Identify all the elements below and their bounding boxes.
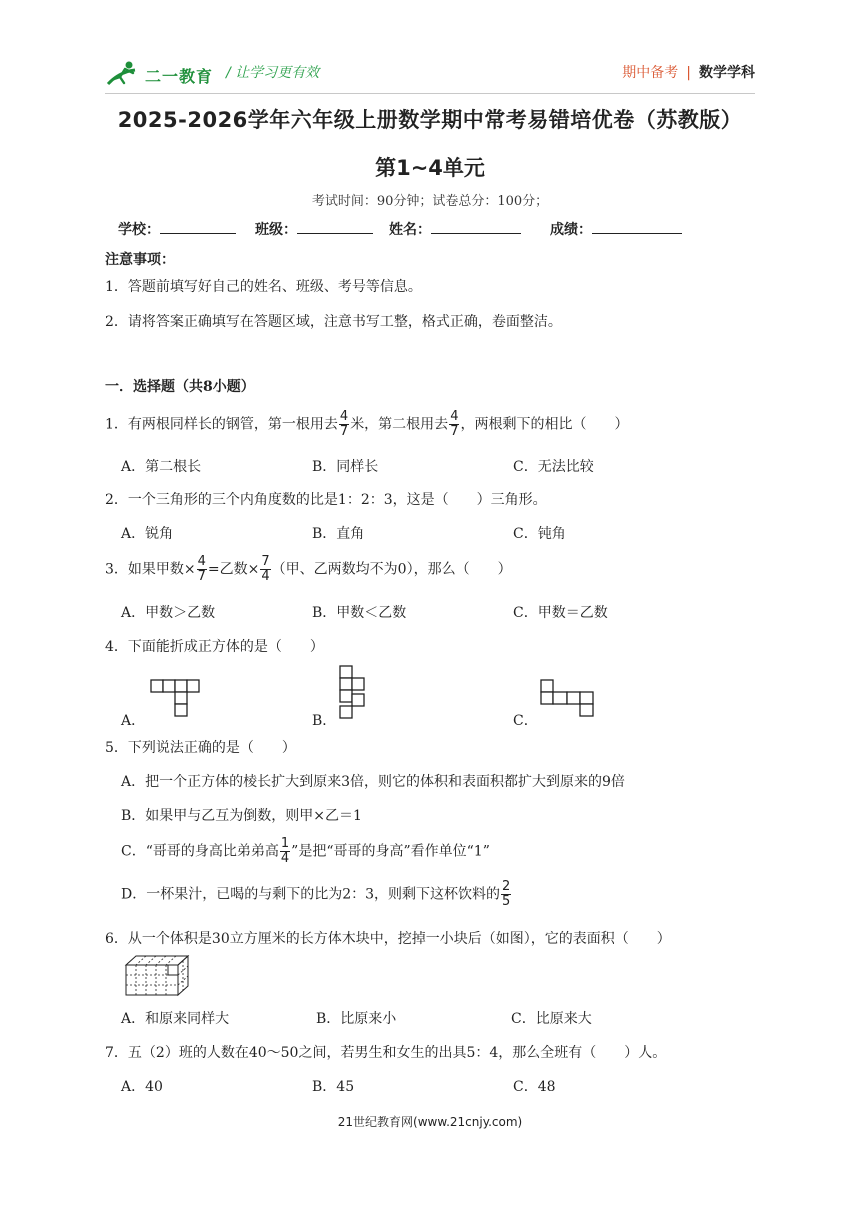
q5-option-c[interactable] <box>121 837 490 866</box>
fraction <box>501 880 511 909</box>
school-blank[interactable] <box>160 219 236 234</box>
numerator: 4 <box>339 409 349 424</box>
q2-option-b[interactable]: B．直角 <box>312 526 365 542</box>
q5-c-text-1: C．“哥哥的身高比弟弟高 <box>121 843 279 860</box>
cuboid-figure <box>124 953 192 997</box>
numerator: 4 <box>197 554 206 569</box>
exam-tag: 期中备考 <box>622 65 679 81</box>
q1-option-b[interactable]: B．同样长 <box>312 459 379 475</box>
question-3 <box>105 555 512 584</box>
q6-option-c[interactable]: C．比原来大 <box>511 1011 592 1027</box>
fraction <box>280 837 290 866</box>
q6-option-b[interactable]: B．比原来小 <box>316 1011 397 1027</box>
q1-text-1: 1．有两根同样长的钢管，第一根用去 <box>105 416 338 433</box>
notice-item: 1．答题前填写好自己的姓名、班级、考号等信息。 <box>105 279 422 295</box>
class-field[interactable] <box>255 219 373 239</box>
score-blank[interactable] <box>592 219 682 234</box>
school-field[interactable] <box>118 219 236 239</box>
numerator: 1 <box>280 836 290 851</box>
q5-option-b[interactable]: B．如果甲与乙互为倒数，则甲×乙＝1 <box>121 808 362 824</box>
q5-option-d[interactable] <box>121 880 512 909</box>
fraction <box>339 410 349 439</box>
q6-option-a[interactable]: A．和原来同样大 <box>121 1011 230 1027</box>
header-divider <box>105 93 755 94</box>
q7-option-b[interactable]: B．45 <box>312 1079 355 1095</box>
q4-option-b[interactable]: B． <box>312 713 337 729</box>
cube-net-b-figure <box>339 665 367 721</box>
logo-text: 二一教育 <box>145 67 214 86</box>
slogan: / 让学习更有效 <box>226 65 320 81</box>
notice-item: 2．请将答案正确填写在答题区域，注意书写工整，格式正确，卷面整洁。 <box>105 314 562 330</box>
q1-text-2: 米，第二根用去 <box>350 416 449 433</box>
runner-logo-icon <box>105 60 145 88</box>
name-label: 姓名： <box>389 222 431 238</box>
class-blank[interactable] <box>297 219 373 234</box>
question-7: 7．五（2）班的人数在40～50之间，若男生和女生的出具5：4，那么全班有（ ）人。 <box>105 1045 667 1061</box>
q7-option-c[interactable]: C．48 <box>513 1079 556 1095</box>
denominator: 7 <box>339 424 349 439</box>
q5-option-a[interactable]: A．把一个正方体的棱长扩大到原来3倍，则它的体积和表面积都扩大到原来的9倍 <box>121 774 625 790</box>
section-heading: 一．选择题（共8小题） <box>105 379 255 395</box>
class-label: 班级： <box>255 222 297 238</box>
numerator: 2 <box>502 879 511 894</box>
name-field[interactable] <box>389 219 521 239</box>
q3-option-a[interactable]: A．甲数＞乙数 <box>121 605 216 621</box>
score-field[interactable] <box>550 219 682 239</box>
question-6: 6．从一个体积是30立方厘米的长方体木块中，挖掉一小块后（如图），它的表面积（ ） <box>105 931 671 947</box>
q2-option-a[interactable]: A．锐角 <box>121 526 174 542</box>
q1-text-3: ，两根剩下的相比（ ） <box>460 416 629 433</box>
denominator: 5 <box>502 894 511 909</box>
notice-heading: 注意事项： <box>105 252 175 268</box>
page-subtitle: 第1~4单元 <box>375 156 485 180</box>
denominator: 7 <box>197 569 206 584</box>
q3-option-b[interactable]: B．甲数＜乙数 <box>312 605 407 621</box>
q4-option-a[interactable]: A． <box>121 713 146 729</box>
logo <box>105 60 223 88</box>
score-label: 成绩： <box>550 222 592 238</box>
subject-label: 数学学科 <box>699 65 755 81</box>
q3-text-1: 3．如果甲数× <box>105 561 196 578</box>
name-blank[interactable] <box>431 219 521 234</box>
q1-option-c[interactable]: C．无法比较 <box>513 459 594 475</box>
page-title: 2025-2026学年六年级上册数学期中常考易错培优卷（苏教版） <box>117 108 743 132</box>
question-1 <box>105 410 628 439</box>
denominator: 4 <box>261 569 270 584</box>
q3-option-c[interactable]: C．甲数＝乙数 <box>513 605 608 621</box>
question-2: 2．一个三角形的三个内角度数的比是1：2：3，这是（ ）三角形。 <box>105 492 547 508</box>
numerator: 4 <box>450 409 459 424</box>
q2-option-c[interactable]: C．钝角 <box>513 526 566 542</box>
fraction <box>449 410 459 439</box>
fraction <box>197 555 207 584</box>
page-footer[interactable]: 21世纪教育网(www.21cnjy.com) <box>337 1115 523 1129</box>
school-label: 学校： <box>118 222 160 238</box>
fraction <box>260 555 270 584</box>
q3-text-3: （甲、乙两数均不为0），那么（ ） <box>271 561 512 578</box>
denominator: 4 <box>280 851 290 866</box>
q5-c-text-2: ”是把“哥哥的身高”看作单位“1” <box>291 843 490 860</box>
q5-d-text-1: D．一杯果汁，已喝的与剩下的比为2：3，则剩下这杯饮料的 <box>121 886 501 903</box>
q3-text-2: =乙数× <box>207 561 260 578</box>
cube-net-a-figure <box>150 679 202 719</box>
numerator: 7 <box>261 554 270 569</box>
question-5: 5．下列说法正确的是（ ） <box>105 740 296 756</box>
denominator: 7 <box>450 424 459 439</box>
q4-option-c[interactable]: C． <box>513 713 538 729</box>
header-right <box>622 62 755 82</box>
exam-info: 考试时间：90分钟；试卷总分：100分； <box>311 194 549 209</box>
question-4: 4．下面能折成正方体的是（ ） <box>105 639 324 655</box>
q1-option-a[interactable]: A．第二根长 <box>121 459 202 475</box>
header-separator: | <box>686 65 691 81</box>
cube-net-c-figure <box>540 679 596 719</box>
q7-option-a[interactable]: A．40 <box>121 1079 163 1095</box>
